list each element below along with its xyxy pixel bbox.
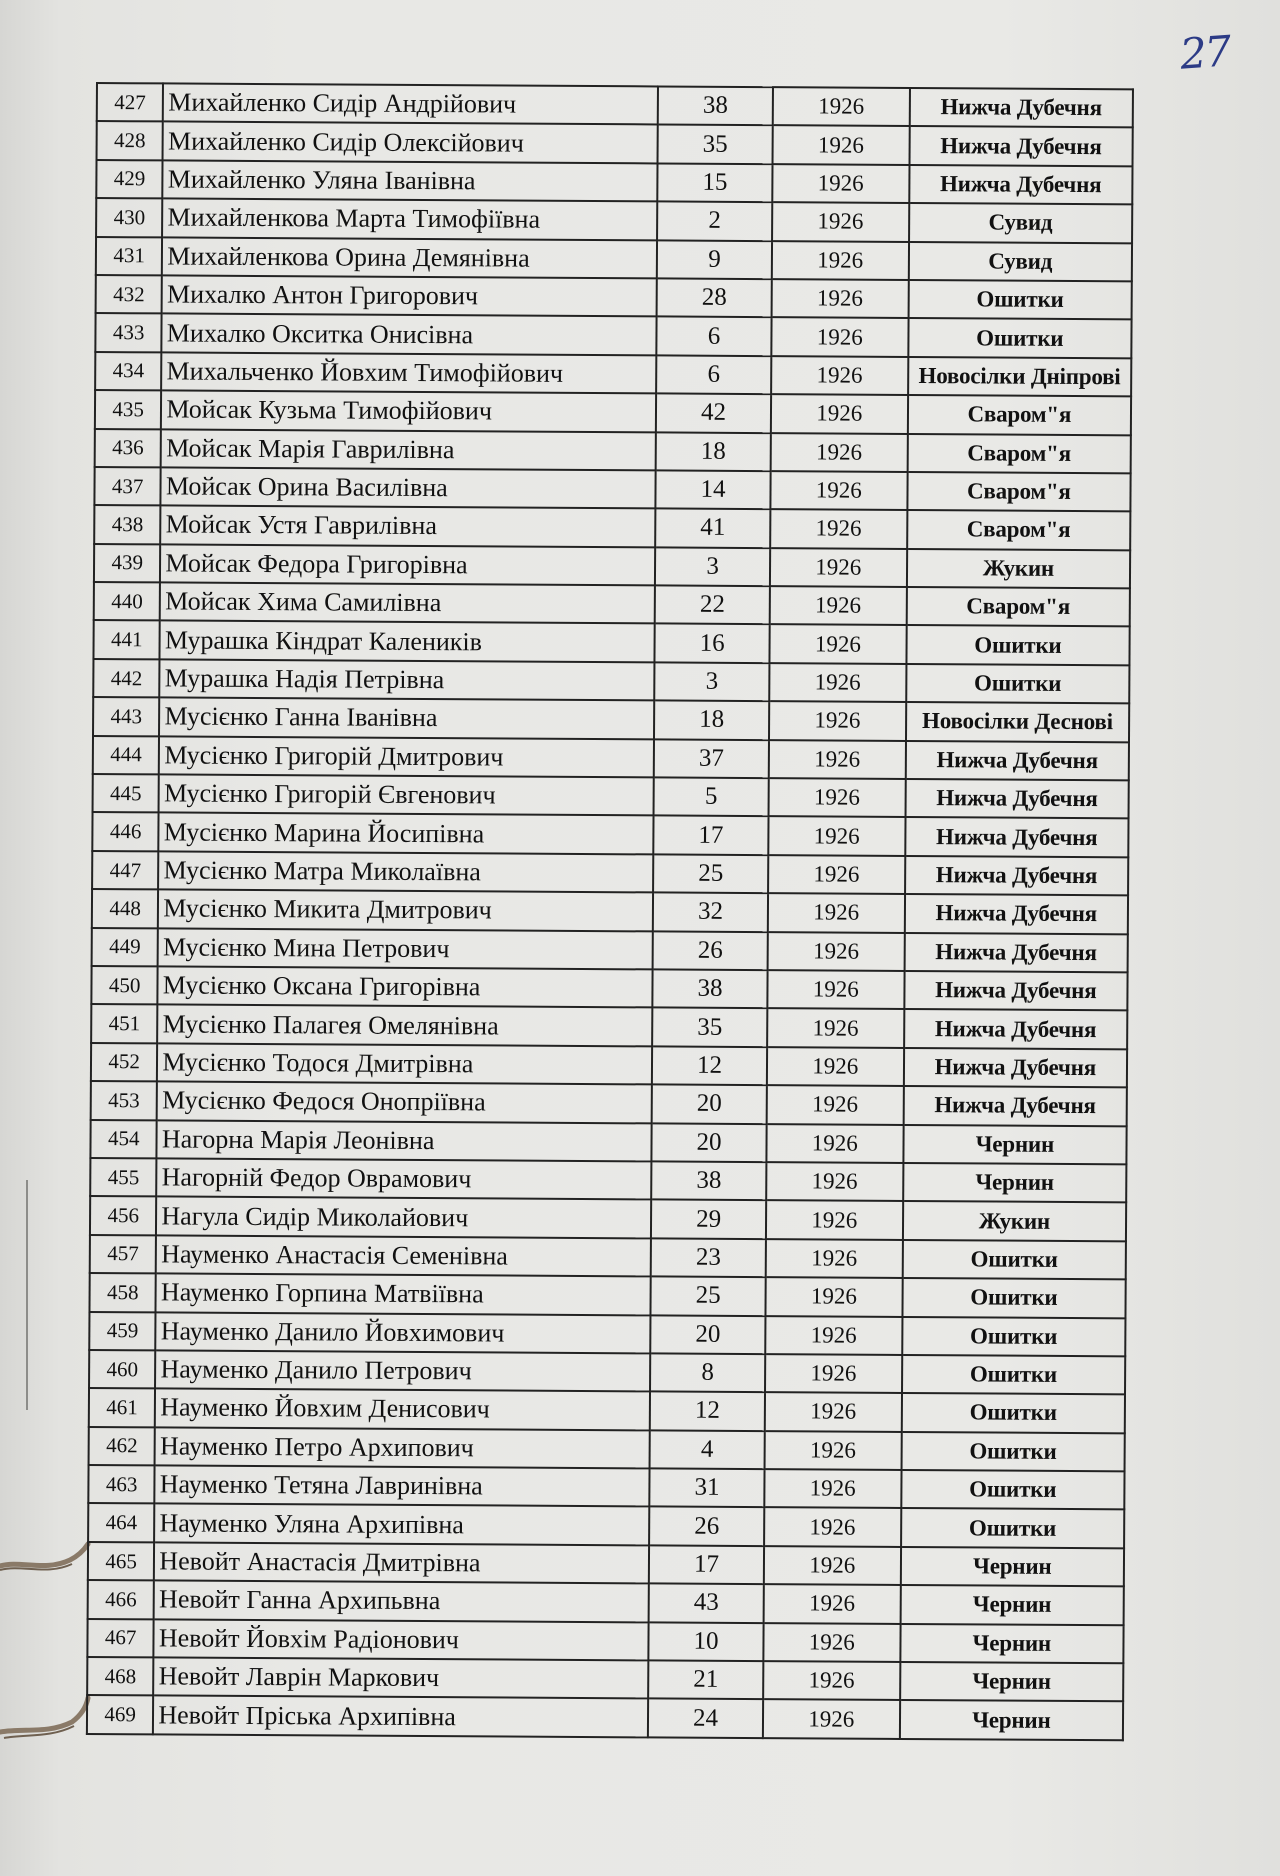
record-number: 463 (88, 1465, 155, 1504)
person-age: 24 (648, 1699, 763, 1738)
record-number: 452 (91, 1043, 158, 1082)
person-name: Михайленко Сидір Андрійович (163, 83, 658, 124)
table-row (95, 429, 1131, 474)
person-name: Мойсак Кузьма Тимофійович (161, 391, 656, 432)
record-number: 439 (94, 544, 161, 583)
binding-crease (26, 1180, 28, 1410)
record-year: 1926 (770, 471, 907, 510)
person-age: 38 (651, 1161, 766, 1200)
record-year: 1926 (765, 1316, 902, 1355)
record-year: 1926 (763, 1623, 900, 1662)
table-row (90, 1158, 1126, 1203)
record-number: 430 (96, 198, 163, 237)
village-name: Ошитки (901, 1432, 1125, 1472)
table-row (92, 928, 1128, 973)
person-age: 26 (649, 1507, 764, 1546)
village-name: Сваром"я (907, 510, 1131, 550)
table-row (88, 1542, 1124, 1587)
person-age: 9 (657, 240, 772, 279)
village-name: Чернин (900, 1662, 1124, 1702)
village-name: Ошитки (902, 1316, 1126, 1356)
village-name: Нижча Дубечня (909, 165, 1133, 205)
record-year: 1926 (771, 433, 908, 472)
person-name: Мусієнко Федося Онопріївна (157, 1082, 652, 1123)
folio-number: 27 (1178, 26, 1232, 79)
village-name: Ошитки (902, 1355, 1126, 1395)
village-name: Нижча Дубечня (904, 1009, 1128, 1049)
record-year: 1926 (767, 1008, 904, 1047)
village-name: Нижча Дубечня (905, 741, 1129, 781)
person-age: 42 (656, 394, 771, 433)
record-year: 1926 (768, 855, 905, 894)
village-name: Нижча Дубечня (904, 894, 1128, 934)
table-row (94, 582, 1130, 627)
record-number: 457 (90, 1235, 157, 1274)
record-number: 462 (89, 1427, 156, 1466)
record-year: 1926 (763, 1661, 900, 1700)
person-age: 17 (649, 1545, 764, 1584)
table-row (90, 1235, 1126, 1280)
record-number: 454 (90, 1120, 157, 1159)
person-name: Мусієнко Матра Миколаївна (158, 851, 653, 892)
person-name: Мойсак Хима Самилівна (160, 582, 655, 623)
person-name: Мусієнко Оксана Григорівна (158, 966, 653, 1007)
village-name: Ошитки (901, 1508, 1125, 1548)
record-number: 467 (87, 1619, 154, 1658)
person-age: 20 (652, 1085, 767, 1124)
village-name: Чернин (903, 1124, 1127, 1164)
record-number: 428 (97, 121, 164, 160)
record-year: 1926 (765, 1277, 902, 1316)
record-year: 1926 (764, 1546, 901, 1585)
village-name: Ошитки (902, 1278, 1126, 1318)
person-name: Мусієнко Ганна Іванівна (159, 698, 654, 739)
record-year: 1926 (764, 1508, 901, 1547)
record-year: 1926 (771, 317, 908, 356)
person-name: Михалко Окситка Онисівна (162, 314, 657, 355)
record-year: 1926 (771, 279, 908, 318)
person-name: Мойсак Марія Гаврилівна (161, 429, 656, 470)
record-number: 447 (92, 851, 159, 890)
village-name: Жукин (903, 1201, 1127, 1241)
village-name: Нижча Дубечня (904, 1048, 1128, 1088)
person-age: 21 (648, 1660, 763, 1699)
person-name: Невойт Пріська Архипівна (153, 1696, 648, 1737)
person-age: 5 (654, 777, 769, 816)
village-name: Ошитки (902, 1240, 1126, 1280)
table-row (95, 390, 1131, 435)
person-name: Мурашка Кіндрат Калеників (160, 621, 655, 662)
record-year: 1926 (768, 778, 905, 817)
village-name: Нижча Дубечня (905, 856, 1129, 896)
record-number: 443 (93, 697, 160, 736)
record-number: 438 (94, 505, 161, 544)
person-name: Михайленко Уляна Іванівна (163, 160, 658, 201)
table-row (92, 889, 1128, 934)
person-name: Невойт Лаврін Маркович (154, 1657, 649, 1698)
binding-thread-lower (0, 1688, 92, 1748)
record-year: 1926 (772, 241, 909, 280)
record-number: 434 (95, 352, 162, 391)
village-name: Ошитки (901, 1393, 1125, 1433)
person-name: Мусієнко Мина Петрович (158, 928, 653, 969)
person-age: 38 (653, 969, 768, 1008)
village-name: Сувид (909, 203, 1133, 243)
record-number: 435 (95, 390, 162, 429)
person-name: Мурашка Надія Петрівна (160, 659, 655, 700)
record-year: 1926 (770, 548, 907, 587)
village-name: Ошитки (901, 1470, 1125, 1510)
person-name: Науменко Тетяна Лавринівна (155, 1465, 650, 1506)
record-year: 1926 (770, 509, 907, 548)
record-year: 1926 (772, 202, 909, 241)
record-year: 1926 (769, 740, 906, 779)
village-name: Новосілки Деснові (906, 702, 1130, 742)
record-year: 1926 (773, 87, 910, 126)
record-year: 1926 (769, 625, 906, 664)
record-year: 1926 (771, 394, 908, 433)
person-age: 20 (650, 1315, 765, 1354)
person-age: 3 (655, 547, 770, 586)
person-age: 8 (650, 1353, 765, 1392)
records-table-body (87, 83, 1133, 1740)
person-name: Михайленко Сидір Олексійович (163, 122, 658, 163)
record-year: 1926 (767, 970, 904, 1009)
record-number: 446 (92, 812, 159, 851)
village-name: Ошитки (908, 318, 1132, 358)
record-year: 1926 (764, 1469, 901, 1508)
person-name: Михалко Антон Григорович (162, 275, 657, 316)
village-name: Сувид (908, 242, 1132, 282)
record-number: 453 (91, 1081, 158, 1120)
table-row (89, 1388, 1125, 1433)
table-row (88, 1580, 1124, 1625)
table-row (93, 659, 1129, 704)
table-row (93, 736, 1129, 781)
table-row (97, 121, 1133, 166)
record-number: 444 (93, 736, 160, 775)
person-name: Науменко Данило Петрович (155, 1350, 650, 1391)
village-name: Ошитки (906, 664, 1130, 704)
record-number: 449 (92, 928, 159, 967)
person-age: 16 (655, 624, 770, 663)
record-year: 1926 (766, 1200, 903, 1239)
record-year: 1926 (767, 1085, 904, 1124)
person-name: Мусієнко Григорій Дмитрович (159, 736, 654, 777)
person-name: Науменко Анастасія Семенівна (156, 1235, 651, 1276)
table-row (90, 1196, 1126, 1241)
record-number: 459 (89, 1311, 156, 1350)
village-name: Новосілки Дніпрові (908, 357, 1132, 397)
person-age: 6 (657, 317, 772, 356)
record-number: 460 (89, 1350, 156, 1389)
village-name: Ошитки (908, 280, 1132, 320)
person-age: 25 (651, 1277, 766, 1316)
village-name: Чернин (900, 1624, 1124, 1664)
table-row (94, 467, 1130, 512)
person-name: Нагорна Марія Леонівна (157, 1120, 652, 1161)
person-name: Науменко Уляна Архипівна (154, 1504, 649, 1545)
person-age: 12 (650, 1392, 765, 1431)
record-year: 1926 (764, 1431, 901, 1470)
record-number: 431 (96, 237, 163, 276)
record-number: 433 (95, 313, 162, 352)
record-year: 1926 (763, 1584, 900, 1623)
person-age: 14 (656, 470, 771, 509)
table-row (93, 774, 1129, 819)
record-number: 436 (95, 429, 162, 468)
table-row (90, 1120, 1126, 1165)
village-name: Нижча Дубечня (904, 933, 1128, 973)
record-year: 1926 (769, 701, 906, 740)
record-number: 440 (94, 582, 161, 621)
table-row (95, 313, 1131, 358)
record-number: 441 (93, 620, 160, 659)
person-age: 15 (658, 163, 773, 202)
village-name: Ошитки (906, 625, 1130, 665)
records-table (86, 82, 1134, 1741)
record-number: 429 (96, 160, 163, 199)
person-age: 28 (657, 278, 772, 317)
table-row (95, 352, 1131, 397)
record-number: 451 (91, 1004, 158, 1043)
person-name: Науменко Петро Архипович (155, 1427, 650, 1468)
table-row (96, 237, 1132, 282)
table-row (93, 697, 1129, 742)
record-year: 1926 (768, 893, 905, 932)
record-number: 469 (87, 1695, 154, 1734)
village-name: Нижча Дубечня (905, 779, 1129, 819)
person-age: 41 (655, 509, 770, 548)
record-number: 442 (93, 659, 160, 698)
person-name: Мусієнко Григорій Євгенович (159, 774, 654, 815)
table-row (91, 966, 1127, 1011)
record-year: 1926 (771, 356, 908, 395)
person-name: Невойт Йовхім Радіонович (154, 1619, 649, 1660)
person-age: 23 (651, 1238, 766, 1277)
person-age: 12 (652, 1046, 767, 1085)
person-name: Невойт Ганна Архипьвна (154, 1581, 649, 1622)
person-name: Мойсак Орина Василівна (161, 467, 656, 508)
table-row (89, 1350, 1125, 1395)
record-year: 1926 (766, 1124, 903, 1163)
table-row (96, 198, 1132, 243)
table-row (89, 1273, 1125, 1318)
table-row (91, 1004, 1127, 1049)
person-name: Михайленкова Орина Демянівна (162, 237, 657, 278)
person-age: 38 (658, 86, 773, 125)
person-age: 2 (657, 202, 772, 241)
person-name: Нагула Сидір Миколайович (156, 1197, 651, 1238)
person-age: 35 (658, 125, 773, 164)
village-name: Сваром"я (908, 395, 1132, 435)
person-name: Науменко Данило Йовхимович (156, 1312, 651, 1353)
person-age: 4 (650, 1430, 765, 1469)
person-age: 20 (652, 1123, 767, 1162)
table-row (93, 620, 1129, 665)
record-year: 1926 (766, 1162, 903, 1201)
person-age: 3 (654, 662, 769, 701)
person-age: 35 (652, 1008, 767, 1047)
record-year: 1926 (765, 1354, 902, 1393)
person-name: Мусієнко Тодося Дмитрівна (157, 1043, 652, 1084)
record-number: 466 (88, 1580, 155, 1619)
table-row (92, 851, 1128, 896)
person-age: 22 (655, 586, 770, 625)
person-age: 17 (654, 816, 769, 855)
person-age: 43 (649, 1584, 764, 1623)
record-number: 448 (92, 889, 159, 928)
village-name: Нижча Дубечня (909, 126, 1133, 166)
person-age: 18 (654, 701, 769, 740)
person-name: Михайленкова Марта Тимофіївна (162, 199, 657, 240)
record-number: 450 (91, 966, 158, 1005)
record-number: 464 (88, 1503, 155, 1542)
person-age: 32 (653, 893, 768, 932)
table-row (92, 812, 1128, 857)
record-year: 1926 (767, 1047, 904, 1086)
person-age: 29 (651, 1200, 766, 1239)
table-row (91, 1043, 1127, 1088)
record-number: 455 (90, 1158, 157, 1197)
table-row (94, 544, 1130, 589)
record-year: 1926 (772, 126, 909, 165)
village-name: Чернин (900, 1700, 1124, 1740)
table-row (88, 1465, 1124, 1510)
person-age: 31 (650, 1468, 765, 1507)
table-row (96, 275, 1132, 320)
village-name: Нижча Дубечня (909, 88, 1133, 128)
person-name: Науменко Горпина Матвіївна (156, 1273, 651, 1314)
table-row (94, 505, 1130, 550)
record-year: 1926 (769, 663, 906, 702)
table-row (89, 1311, 1125, 1356)
table-row (97, 83, 1133, 128)
record-year: 1926 (767, 932, 904, 971)
village-name: Сваром"я (906, 587, 1130, 627)
person-name: Мусієнко Палагея Омелянівна (158, 1005, 653, 1046)
table-row (87, 1695, 1123, 1740)
person-name: Невойт Анастасія Дмитрівна (154, 1542, 649, 1583)
village-name: Жукин (907, 549, 1131, 589)
person-age: 26 (653, 931, 768, 970)
person-name: Нагорній Федор Оврамович (157, 1158, 652, 1199)
record-number: 461 (89, 1388, 156, 1427)
record-year: 1926 (765, 1392, 902, 1431)
record-number: 458 (89, 1273, 156, 1312)
record-number: 432 (96, 275, 163, 314)
record-year: 1926 (770, 586, 907, 625)
record-number: 465 (88, 1542, 155, 1581)
village-name: Нижча Дубечня (903, 1086, 1127, 1126)
village-name: Чернин (900, 1585, 1124, 1625)
village-name: Нижча Дубечня (904, 971, 1128, 1011)
person-name: Мусієнко Микита Дмитрович (158, 890, 653, 931)
table-row (89, 1427, 1125, 1472)
person-age: 10 (649, 1622, 764, 1661)
binding-thread-upper (0, 1530, 92, 1590)
person-name: Мойсак Устя Гаврилівна (161, 506, 656, 547)
table-row (88, 1503, 1124, 1548)
record-year: 1926 (768, 817, 905, 856)
record-number: 468 (87, 1657, 154, 1696)
village-name: Чернин (903, 1163, 1127, 1203)
person-age: 37 (654, 739, 769, 778)
village-name: Чернин (901, 1547, 1125, 1587)
table-row (96, 160, 1132, 205)
village-name: Сваром"я (907, 472, 1131, 512)
record-year: 1926 (766, 1239, 903, 1278)
table-row (87, 1657, 1123, 1702)
person-age: 6 (656, 355, 771, 394)
person-name: Науменко Йовхим Денисович (155, 1389, 650, 1430)
village-name: Нижча Дубечня (905, 817, 1129, 857)
person-age: 18 (656, 432, 771, 471)
record-year: 1926 (763, 1700, 900, 1739)
table-row (87, 1619, 1123, 1664)
person-age: 25 (653, 854, 768, 893)
record-number: 437 (94, 467, 161, 506)
person-name: Мойсак Федора Григорівна (160, 544, 655, 585)
record-number: 445 (93, 774, 160, 813)
record-number: 456 (90, 1196, 157, 1235)
village-name: Сваром"я (907, 433, 1131, 473)
person-name: Михальченко Йовхим Тимофійович (161, 352, 656, 393)
person-name: Мусієнко Марина Йосипівна (159, 813, 654, 854)
table-row (91, 1081, 1127, 1126)
record-year: 1926 (772, 164, 909, 203)
record-number: 427 (97, 83, 164, 122)
